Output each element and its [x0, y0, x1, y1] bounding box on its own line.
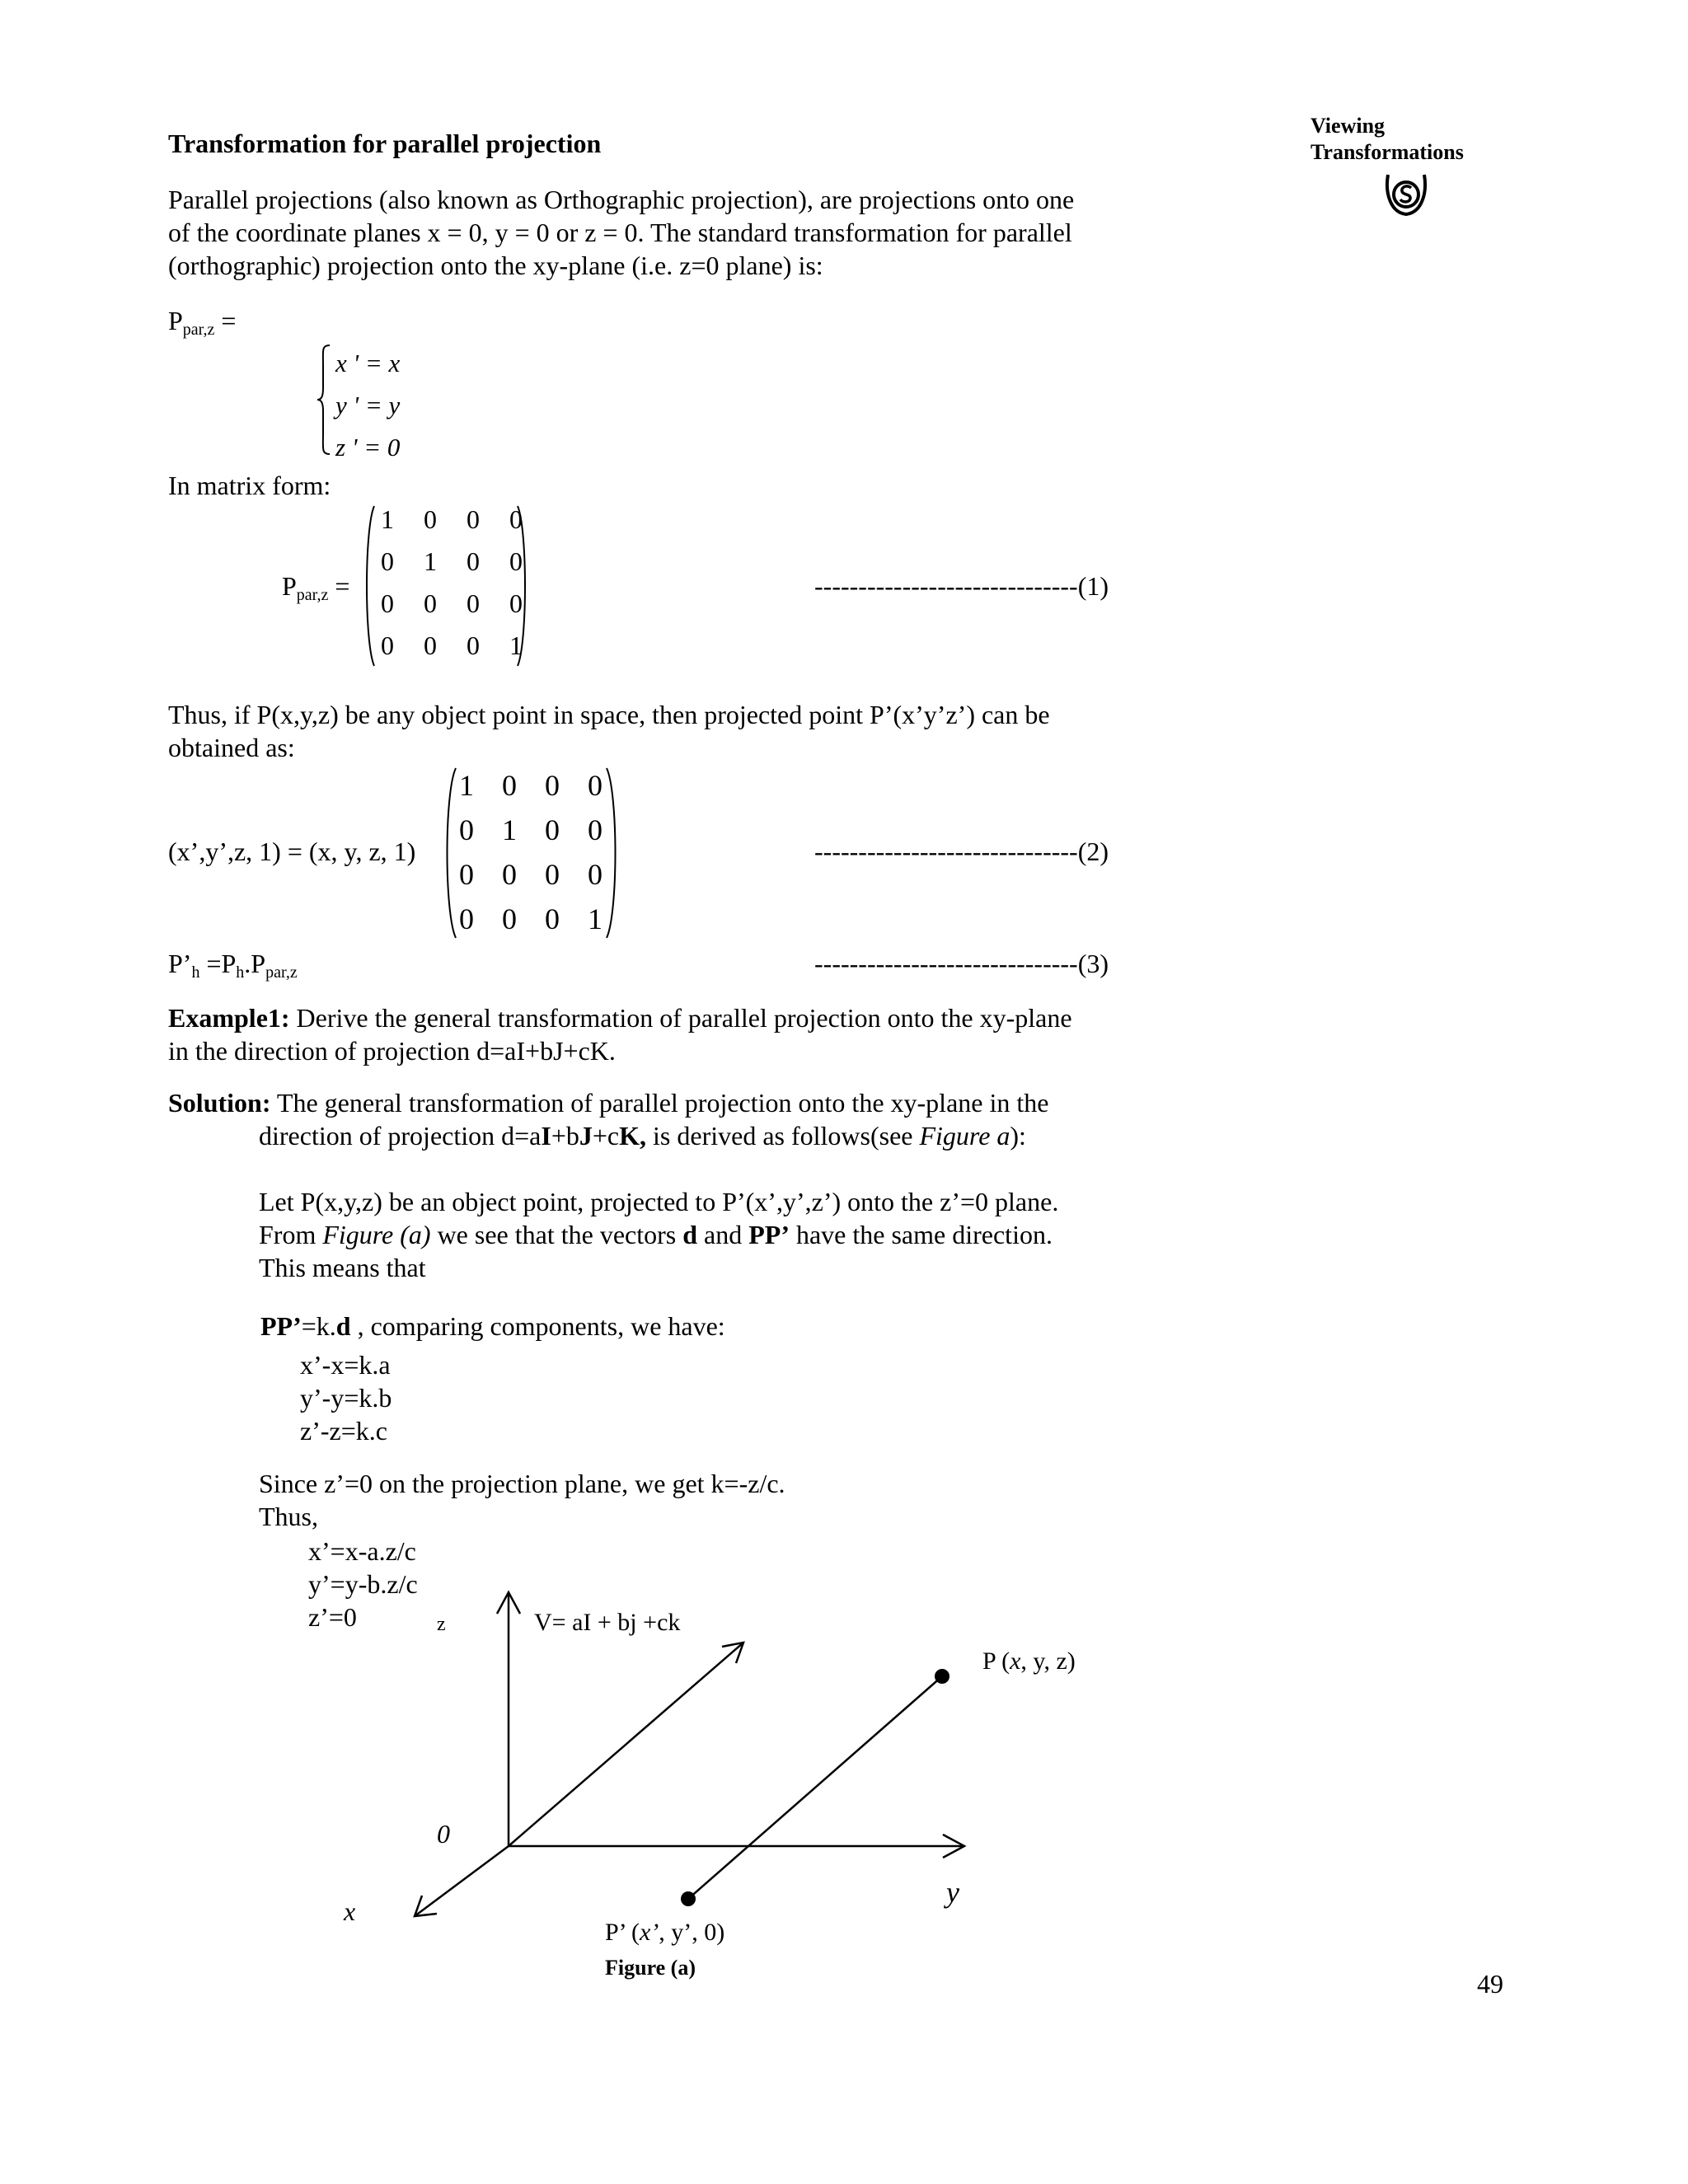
- y-axis-label: y: [946, 1876, 959, 1909]
- result-line: z’=0: [308, 1602, 357, 1632]
- pp-equation: PP’=k.d , comparing components, we have:: [260, 1311, 725, 1341]
- intro-line: Parallel projections (also known as Orthographic projection), are projections onto one: [168, 185, 1075, 214]
- example-1: Example1: Derive the general transformation of parallel projection onto the xy-plane in the direction of projection d=aI+bJ+cK.: [168, 1003, 1072, 1066]
- example-line: in the direction of projection d=aI+bJ+cK.: [168, 1036, 616, 1066]
- equation-2-lhs: (x’,y’,z, 1) = (x, y, z, 1): [168, 837, 416, 866]
- point-p-prime-label: P’ (x’, y’, 0): [605, 1919, 725, 1946]
- equation-label-1: ------------------------------(1): [814, 571, 1109, 601]
- ppar-label: $P_{par,z}$ =: [168, 306, 237, 339]
- result-line: y’=y-b.z/c: [308, 1569, 418, 1599]
- point-p-label: P (x, y, z): [982, 1647, 1076, 1675]
- since-paragraph: Since z’=0 on the projection plane, we get k=-z/c. Thus,: [259, 1469, 785, 1531]
- matrix2-row: 0 0 0 0: [459, 858, 603, 891]
- projection-line: [688, 1676, 942, 1899]
- equation-label-3: ------------------------------(3): [814, 949, 1109, 978]
- component-line: z’-z=k.c: [300, 1416, 387, 1446]
- sidebar-title-line1: Viewing: [1311, 114, 1386, 138]
- intro-line: (orthographic) projection onto the xy-plane (i.e. z=0 plane) is:: [168, 251, 823, 280]
- system-line: x ' = x: [335, 349, 401, 377]
- matrix2-row: 0 0 0 1: [459, 902, 603, 935]
- z-label: z: [437, 1614, 446, 1635]
- equation-label-2: ------------------------------(2): [814, 837, 1109, 866]
- matrix1-row: 1 0 0 0: [381, 504, 523, 534]
- matrix1-row: 0 1 0 0: [381, 546, 523, 576]
- component-line: y’-y=k.b: [300, 1383, 392, 1413]
- example-label: Example1:: [168, 1003, 290, 1033]
- vector-label: V= aI + bj +ck: [534, 1609, 681, 1636]
- system-line: z ' = 0: [335, 433, 401, 462]
- matrix2-row: 1 0 0 0: [459, 769, 603, 802]
- direction-vector: [509, 1643, 743, 1846]
- equation-3: $P’_h =P_h.P_{par,z}$: [168, 949, 298, 982]
- solution-label: Solution:: [168, 1088, 271, 1118]
- page-number: 49: [1477, 1969, 1503, 1999]
- thus-line: obtained as:: [168, 733, 295, 762]
- thus-line: Thus, if P(x,y,z) be any object point in space, then projected point P’(x’y’z’) can be: [168, 700, 1050, 729]
- figure-caption: Figure (a): [605, 1956, 696, 1980]
- let-paragraph: Let P(x,y,z) be an object point, projected to P’(x’,y’,z’) onto the z’=0 plane. From Figure (a) we see that the vectors d and PP’ have the same direction. This means that: [259, 1187, 1059, 1282]
- x-axis: [415, 1846, 509, 1916]
- point-p-prime: [681, 1891, 696, 1906]
- solution: Solution: The general transformation of parallel projection onto the xy-plane in the direction of projection d=aI+bJ+cK, is derived as follows(see Figure a):: [168, 1088, 1049, 1151]
- sidebar-title-line2: Transformations: [1311, 140, 1464, 164]
- matrix1-row: 0 0 0 0: [381, 588, 523, 618]
- system-line: y ' = y: [335, 391, 401, 419]
- matrix1-row: 0 0 0 1: [381, 630, 523, 660]
- point-p: [935, 1669, 950, 1684]
- matrix-form-label: In matrix form:: [168, 471, 331, 500]
- section-heading: Transformation for parallel projection: [168, 129, 602, 158]
- x-axis-label: x: [344, 1896, 356, 1926]
- origin-label: 0: [437, 1819, 450, 1849]
- component-line: x’-x=k.a: [300, 1350, 391, 1380]
- ppar-label-2: $P_{par,z}$ =: [282, 571, 350, 604]
- intro-line: of the coordinate planes x = 0, y = 0 or z = 0. The standard transformation for parallel: [168, 218, 1072, 247]
- result-line: x’=x-a.z/c: [308, 1536, 416, 1566]
- matrix2-row: 0 1 0 0: [459, 813, 603, 846]
